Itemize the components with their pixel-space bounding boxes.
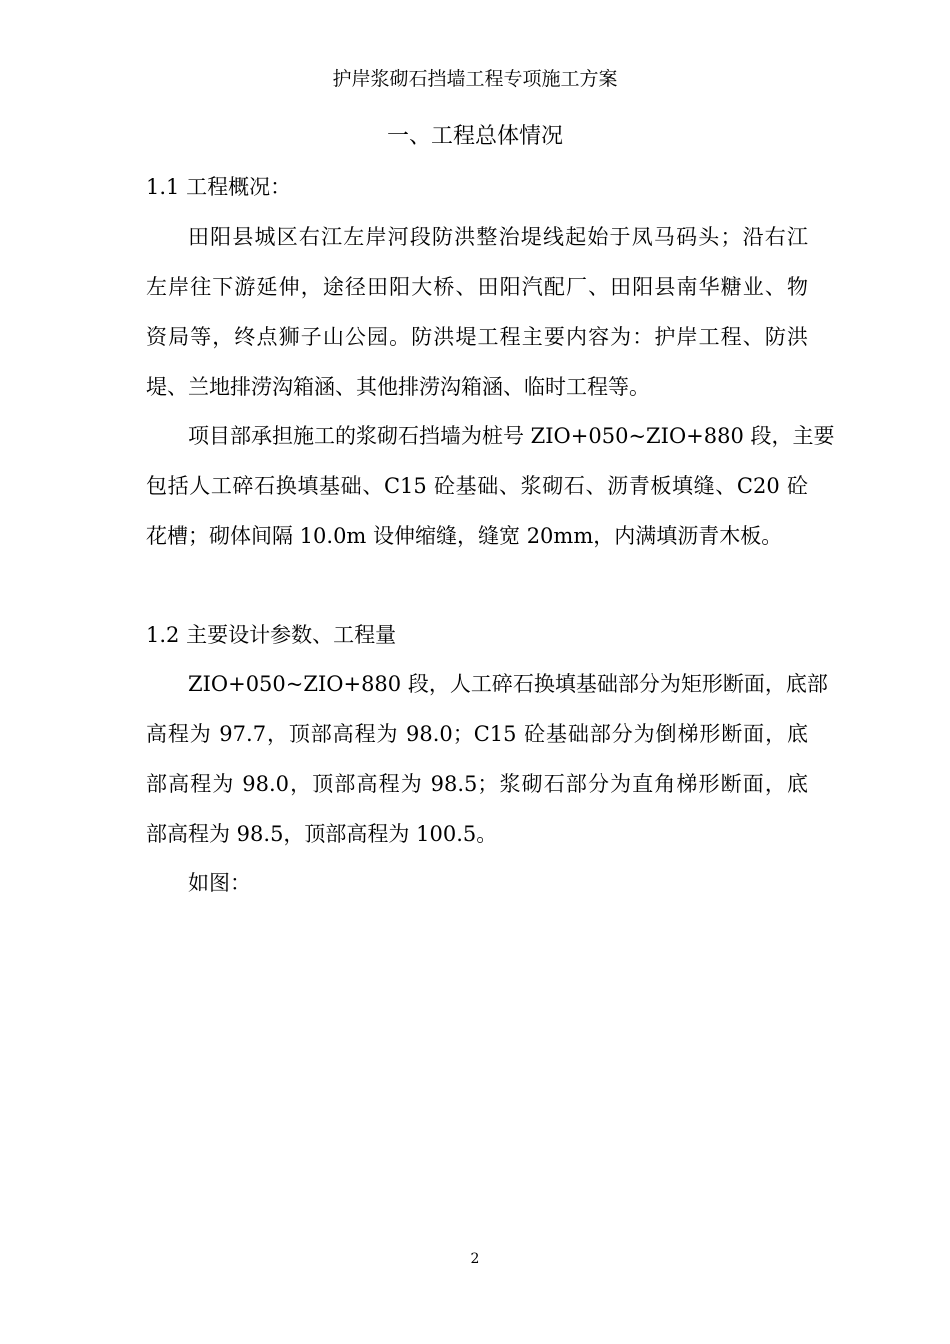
page-number: 2 — [470, 1251, 480, 1267]
paragraph-line: 部高程为 98.0，顶部高程为 98.5；浆砌石部分为直角梯形断面，底 — [146, 772, 808, 796]
paragraph-figure-reference — [146, 858, 808, 908]
paragraph-line: 项目部承担施工的浆砌石挡墙为桩号 ZIO+050~ZIO+880 段，主要 — [188, 424, 835, 448]
paragraph-design-parameters — [146, 659, 828, 859]
running-header: 护岸浆砌石挡墙工程专项施工方案 — [332, 68, 618, 90]
section-heading-1-1: 1.1 工程概况： — [146, 175, 292, 199]
paragraph-line: 高程为 97.7，顶部高程为 98.0；C15 砼基础部分为倒梯形断面，底 — [146, 722, 808, 746]
paragraph-retaining-wall-scope — [146, 411, 835, 561]
paragraph-line: 包括人工碎石换填基础、C15 砼基础、浆砌石、沥青板填缝、C20 砼 — [146, 474, 808, 498]
paragraph-line: 堤、兰地排涝沟箱涵、其他排涝沟箱涵、临时工程等。 — [146, 375, 650, 399]
paragraph-line: 花槽；砌体间隔 10.0m 设伸缩缝，缝宽 20mm，内满填沥青木板。 — [146, 524, 783, 548]
paragraph-line: 田阳县城区右江左岸河段防洪整治堤线起始于凤马码头；沿右江 — [188, 225, 808, 249]
section-heading-1-2: 1.2 主要设计参数、工程量 — [146, 623, 397, 647]
paragraph-line: 如图： — [188, 871, 251, 895]
paragraph-line: ZIO+050~ZIO+880 段，人工碎石换填基础部分为矩形断面，底部 — [188, 672, 828, 696]
chapter-heading: 一、工程总体情况 — [386, 124, 563, 149]
paragraph-line: 左岸往下游延伸，途径田阳大桥、田阳汽配厂、田阳县南华糖业、物 — [146, 275, 808, 299]
paragraph-project-overview — [146, 212, 808, 412]
paragraph-line: 资局等，终点狮子山公园。防洪堤工程主要内容为：护岸工程、防洪 — [146, 325, 808, 349]
paragraph-line: 部高程为 98.5，顶部高程为 100.5。 — [146, 822, 498, 846]
